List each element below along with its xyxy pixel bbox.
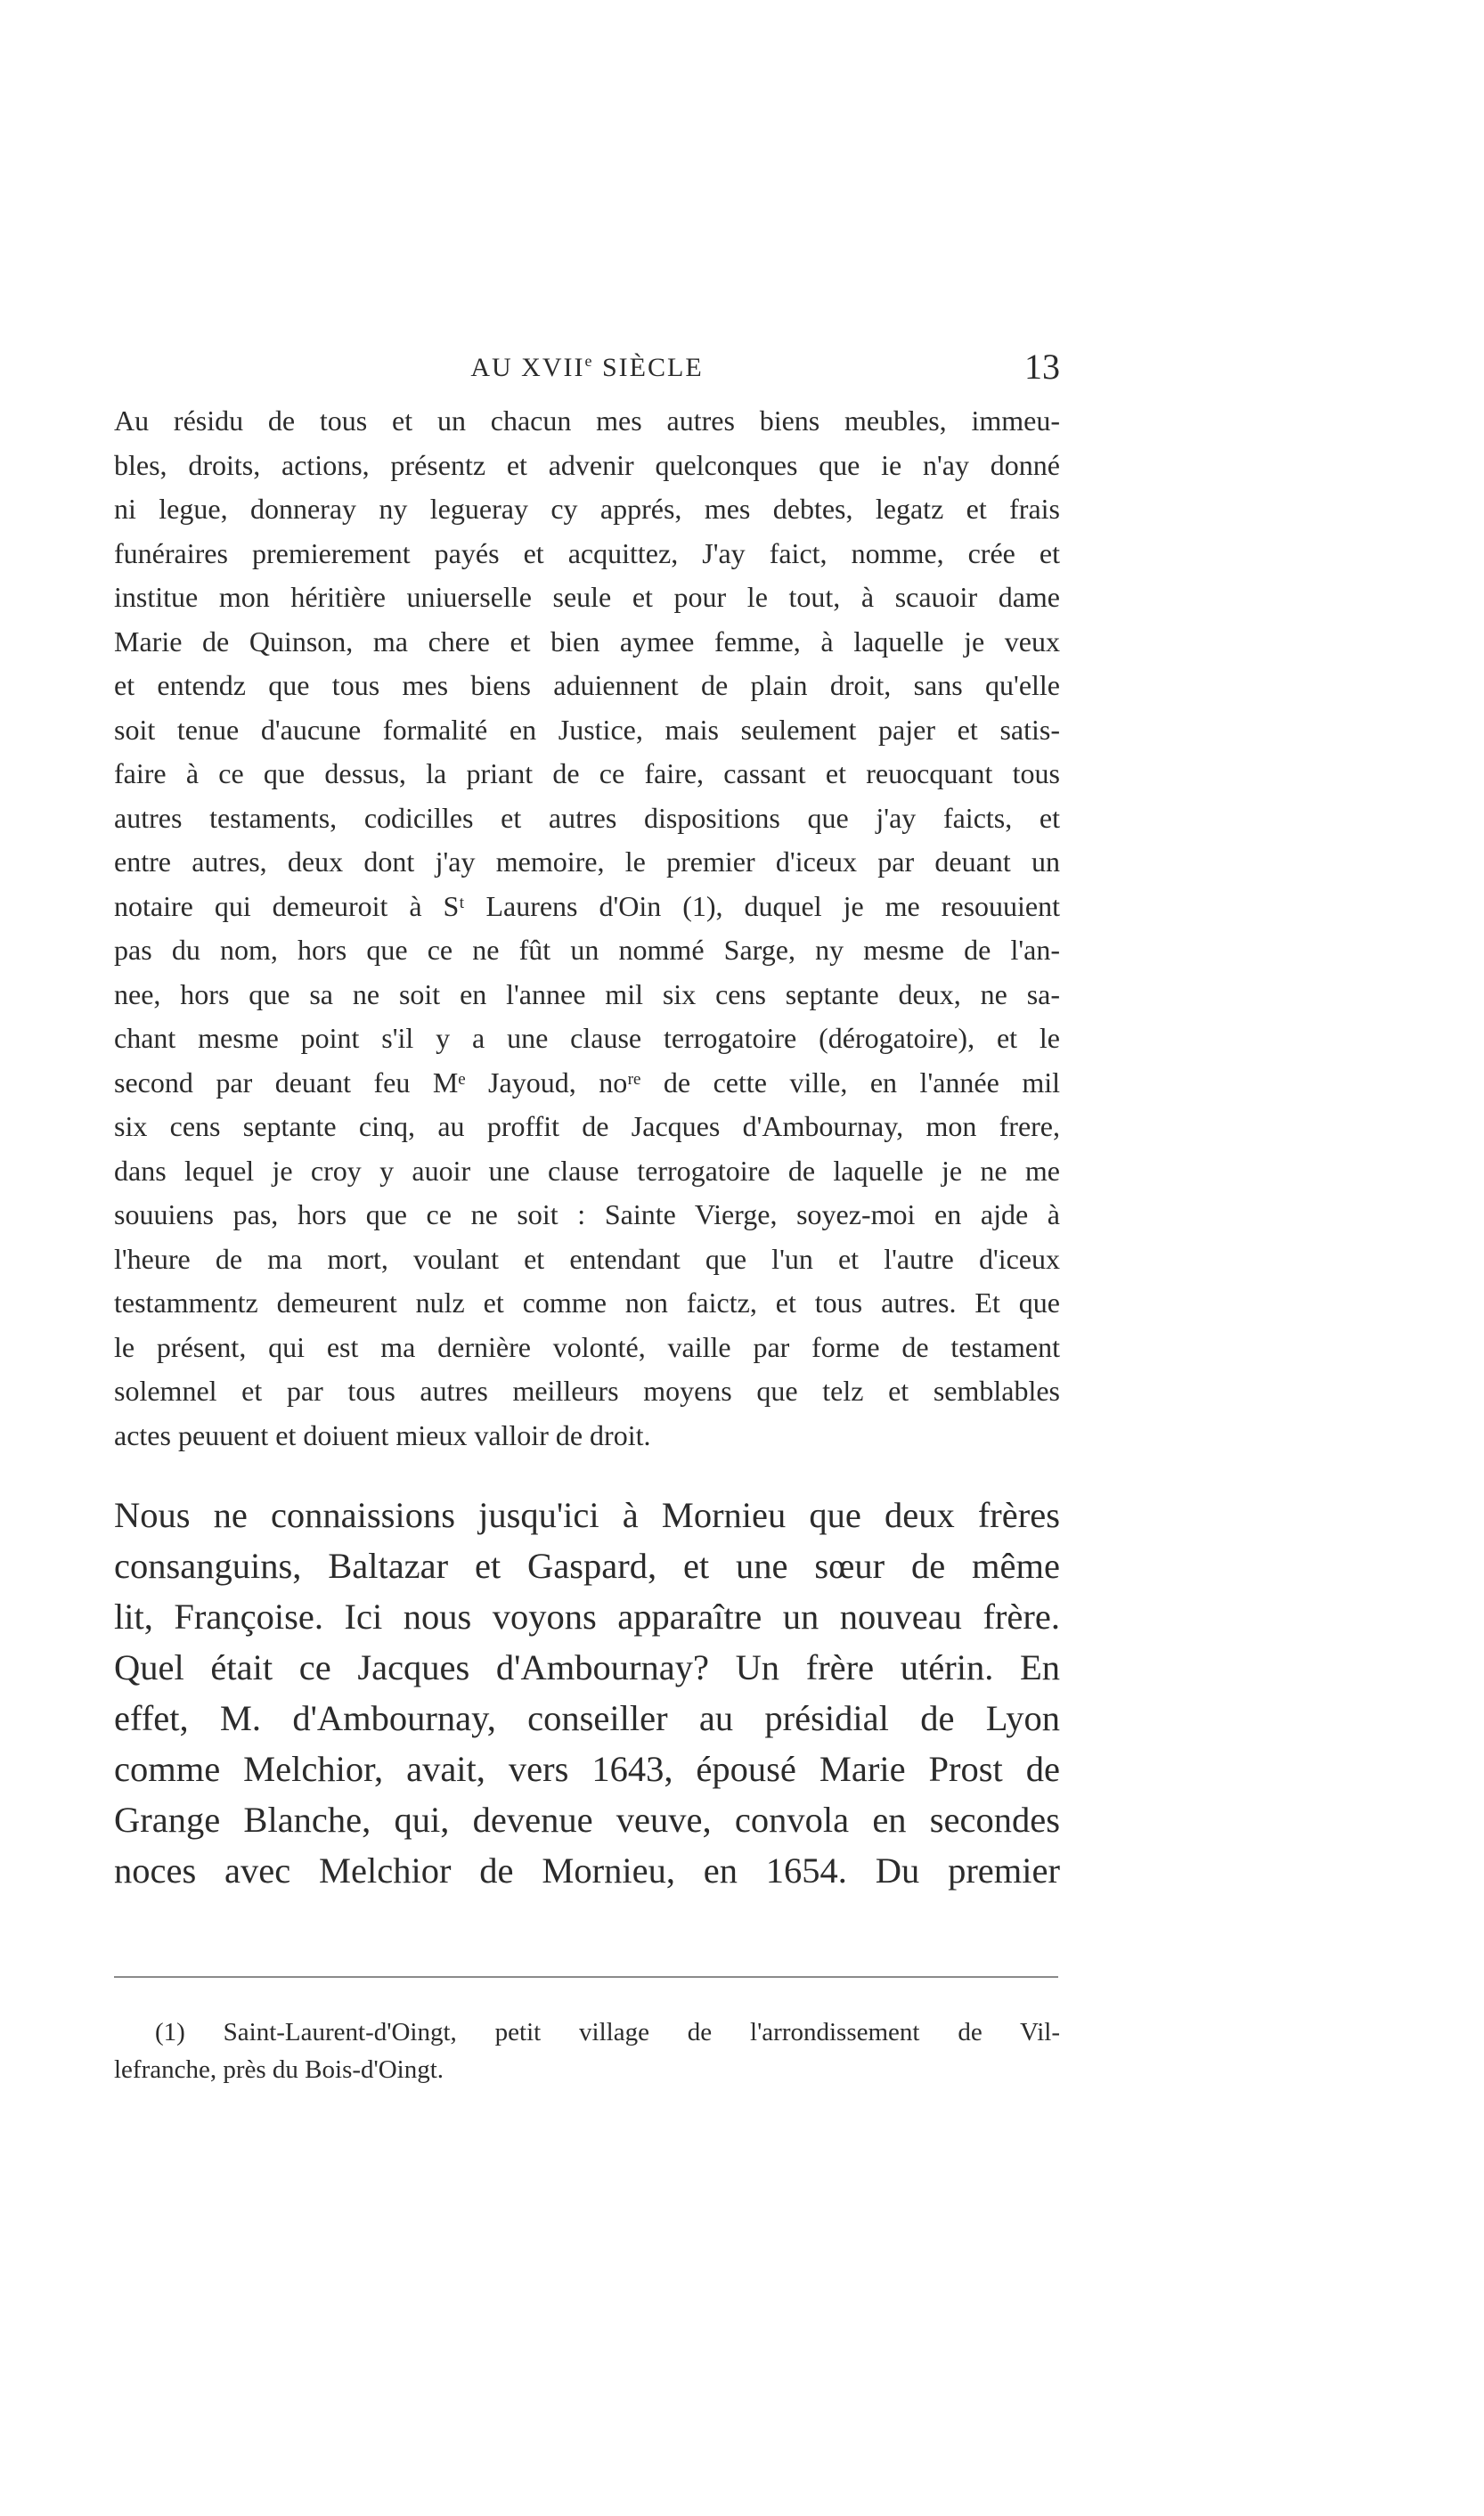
- page-number: 13: [1024, 347, 1060, 387]
- quote-line: notaire qui demeuroit à Sᵗ Laurens d'Oin (1), duquel je me resouuient: [114, 889, 1060, 922]
- body-line: effet, M. d'Ambournay, conseiller au présidial de Lyon: [114, 1698, 1060, 1738]
- running-title: [114, 346, 1060, 390]
- quote-line: six cens septante cinq, au proffit de Jacques d'Ambournay, mon frere,: [114, 1110, 1060, 1142]
- body-line: lit, Françoise. Ici nous voyons apparaître un nouveau frère.: [114, 1597, 1060, 1637]
- body-line: Grange Blanche, qui, devenue veuve, convola en secondes: [114, 1800, 1060, 1840]
- quote-line: institue mon héritière uniuerselle seule et pour le tout, à scauoir dame: [114, 581, 1060, 613]
- footnote-line: (1) Saint-Laurent-d'Oingt, petit village de l'arrondissement de Vil-: [155, 2018, 1060, 2046]
- quote-line: Marie de Quinson, ma chere et bien aymee femme, à laquelle je veux: [114, 625, 1060, 658]
- running-head: [114, 346, 1060, 390]
- body-line: Nous ne connaissions jusqu'ici à Mornieu que deux frères: [114, 1495, 1060, 1535]
- quote-line: soit tenue d'aucune formalité en Justice, mais seulement pajer et satis-: [114, 713, 1060, 746]
- running-title-suffix: SIÈCLE: [593, 353, 704, 382]
- testament-quote: [114, 399, 1060, 1458]
- quote-line: autres testaments, codicilles et autres dispositions que j'ay faicts, et: [114, 801, 1060, 834]
- quote-line: l'heure de ma mort, voulant et entendant que l'un et l'autre d'iceux: [114, 1242, 1060, 1275]
- footnote-line: lefranche, près du Bois-d'Oingt.: [114, 2055, 444, 2084]
- body-paragraph: [114, 1490, 1060, 1896]
- quote-line: et entendz que tous mes biens aduiennent de plain droit, sans qu'elle: [114, 669, 1060, 701]
- body-line: comme Melchior, avait, vers 1643, épousé Marie Prost de: [114, 1749, 1060, 1789]
- quote-line: solemnel et par tous autres meilleurs moyens que telz et semblables: [114, 1375, 1060, 1407]
- quote-line: actes peuuent et doiuent mieux valloir de droit.: [114, 1418, 651, 1451]
- quote-line: Au résidu de tous et un chacun mes autres biens meubles, immeu-: [114, 404, 1060, 437]
- quote-line: souuiens pas, hors que ce ne soit : Sainte Vierge, soyez-moi en ajde à: [114, 1198, 1060, 1230]
- running-title-superscript: e: [584, 352, 594, 370]
- quote-line: chant mesme point s'il y a une clause terrogatoire (dérogatoire), et le: [114, 1022, 1060, 1054]
- quote-line: pas du nom, hors que ce ne fût un nommé Sarge, ny mesme de l'an-: [114, 934, 1060, 966]
- quote-line: nee, hors que sa ne soit en l'annee mil six cens septante deux, ne sa-: [114, 977, 1060, 1010]
- quote-line: testammentz demeurent nulz et comme non faictz, et tous autres. Et que: [114, 1287, 1060, 1319]
- footnote-separator: [114, 1976, 1058, 1978]
- footnote: [114, 2014, 1060, 2088]
- quote-line: funéraires premierement payés et acquittez, J'ay faict, nomme, crée et: [114, 536, 1060, 569]
- quote-line: dans lequel je croy y auoir une clause terrogatoire de laquelle je ne me: [114, 1154, 1060, 1187]
- quote-line: bles, droits, actions, présentz et advenir quelconques que ie n'ay donné: [114, 448, 1060, 481]
- quote-line: entre autres, deux dont j'ay memoire, le premier d'iceux par deuant un: [114, 845, 1060, 878]
- body-line: noces avec Melchior de Mornieu, en 1654. Du premier: [114, 1850, 1060, 1891]
- running-title-prefix: AU XVII: [470, 353, 585, 382]
- quote-line: le présent, qui est ma dernière volonté, vaille par forme de testament: [114, 1330, 1060, 1363]
- body-line: Quel était ce Jacques d'Ambournay? Un frère utérin. En: [114, 1647, 1060, 1687]
- body-line: consanguins, Baltazar et Gaspard, et une sœur de même: [114, 1546, 1060, 1586]
- quote-line: second par deuant feu Mᵉ Jayoud, noʳᵉ de cette ville, en l'année mil: [114, 1066, 1060, 1099]
- quote-line: ni legue, donneray ny legueray cy apprés, mes debtes, legatz et frais: [114, 493, 1060, 525]
- quote-line: faire à ce que dessus, la priant de ce faire, cassant et reuocquant tous: [114, 757, 1060, 789]
